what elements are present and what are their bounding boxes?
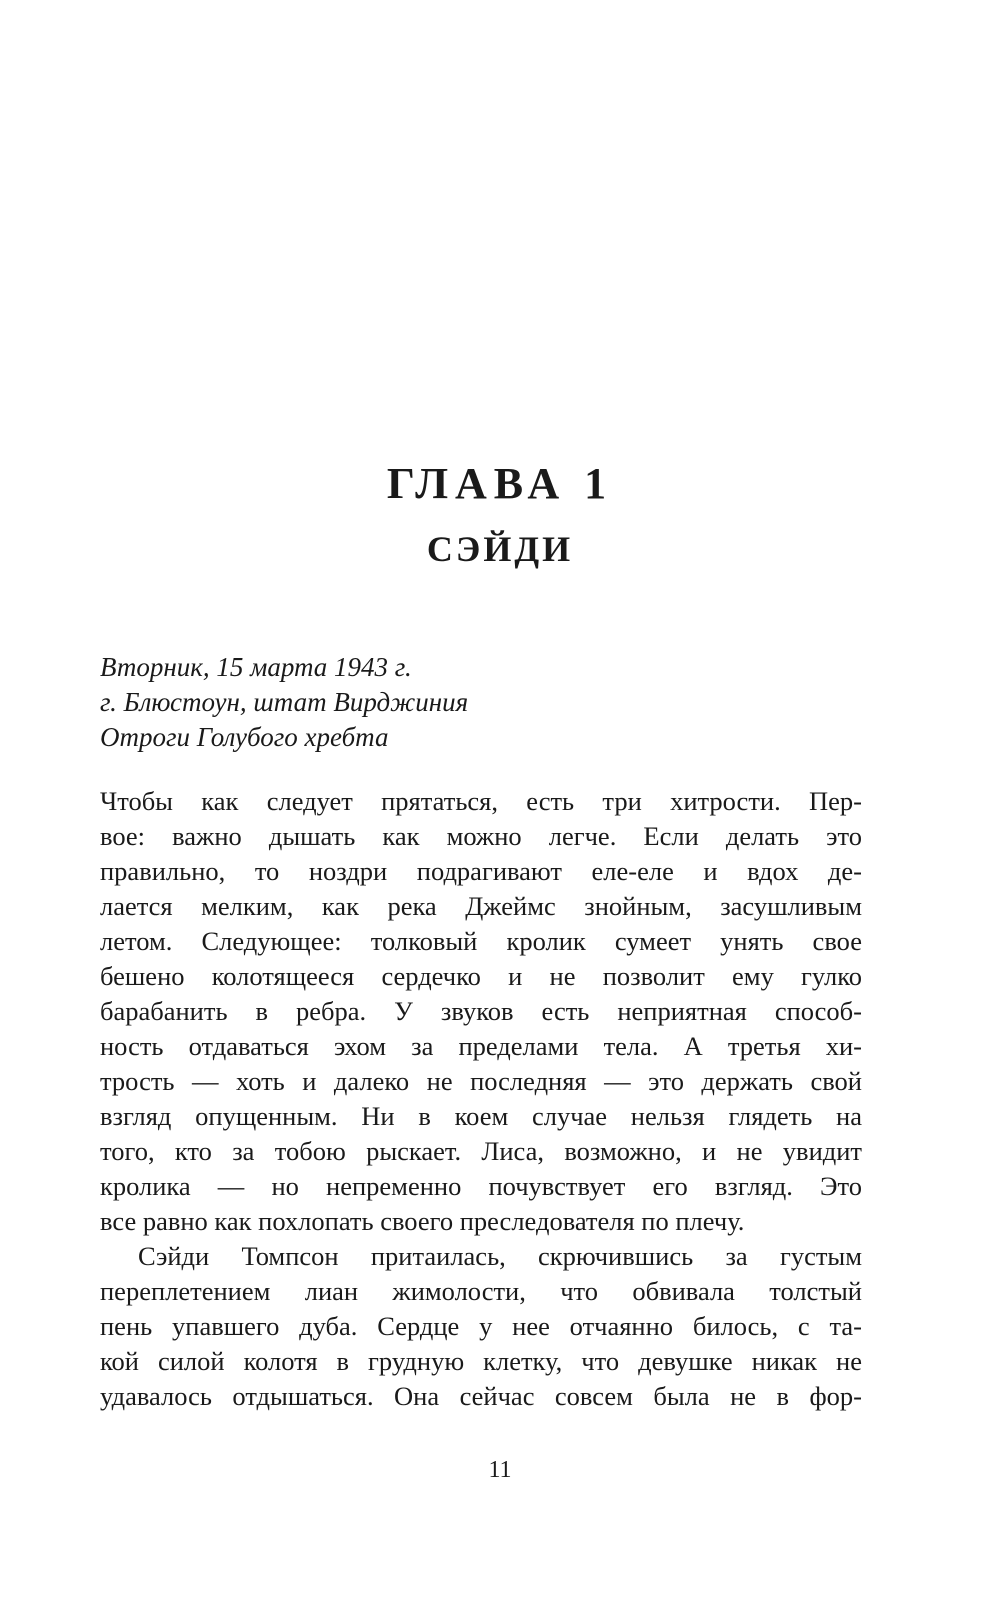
text-line: переплетением лиан жимолости, что обвивала толстый [100,1276,862,1306]
text-line: трость — хоть и далеко не последняя — это держать свой [100,1066,862,1096]
text-line: удавалось отдышаться. Она сейчас совсем была не в фор- [100,1381,862,1411]
text-line: правильно, то ноздри подрагивают еле-еле и вдох де- [100,856,862,886]
text-line: Сэйди Томпсон притаилась, скрючившись за густым [138,1241,862,1271]
text-line: бешено колотящееся сердечко и не позволит ему гулко [100,961,862,991]
text-line: кролика — но непременно почувствует его взгляд. Это [100,1171,862,1201]
text-line: кой силой колотя в грудную клетку, что девушке никак не [100,1346,862,1376]
text-line: Чтобы как следует прятаться, есть три хитрости. Пер- [100,786,862,816]
chapter-body [100,784,862,1414]
text-line: ность отдаваться эхом за пределами тела. А третья хи- [100,1031,862,1061]
text-line: пень упавшего дуба. Сердце у нее отчаянно билось, с та- [100,1311,862,1341]
text-line: летом. Следующее: толковый кролик сумеет унять свое [100,926,862,956]
text-line: того, кто за тобою рыскает. Лиса, возможно, и не увидит [100,1136,862,1166]
text-line: взгляд опущенным. Ни в коем случае нельзя глядеть на [100,1101,862,1131]
page-number: 11 [488,1457,512,1483]
text-line: барабанить в ребра. У звуков есть неприятная способ- [100,996,862,1026]
text-line: все равно как похлопать своего преследователя по плечу. [100,1206,745,1236]
text-line: вое: важно дышать как можно легче. Если делать это [100,821,862,851]
chapter-number: ГЛАВА 1 [386,459,614,508]
dateline-region: Отроги Голубого хребта [100,722,389,752]
dateline-date: Вторник, 15 марта 1943 г. [100,652,412,682]
text-line: лается мелким, как река Джеймс знойным, засушливым [100,891,862,921]
dateline-town: г. Блюстоун, штат Вирджиния [100,687,469,717]
chapter-title: СЭЙДИ [426,529,574,569]
dateline [100,650,860,755]
